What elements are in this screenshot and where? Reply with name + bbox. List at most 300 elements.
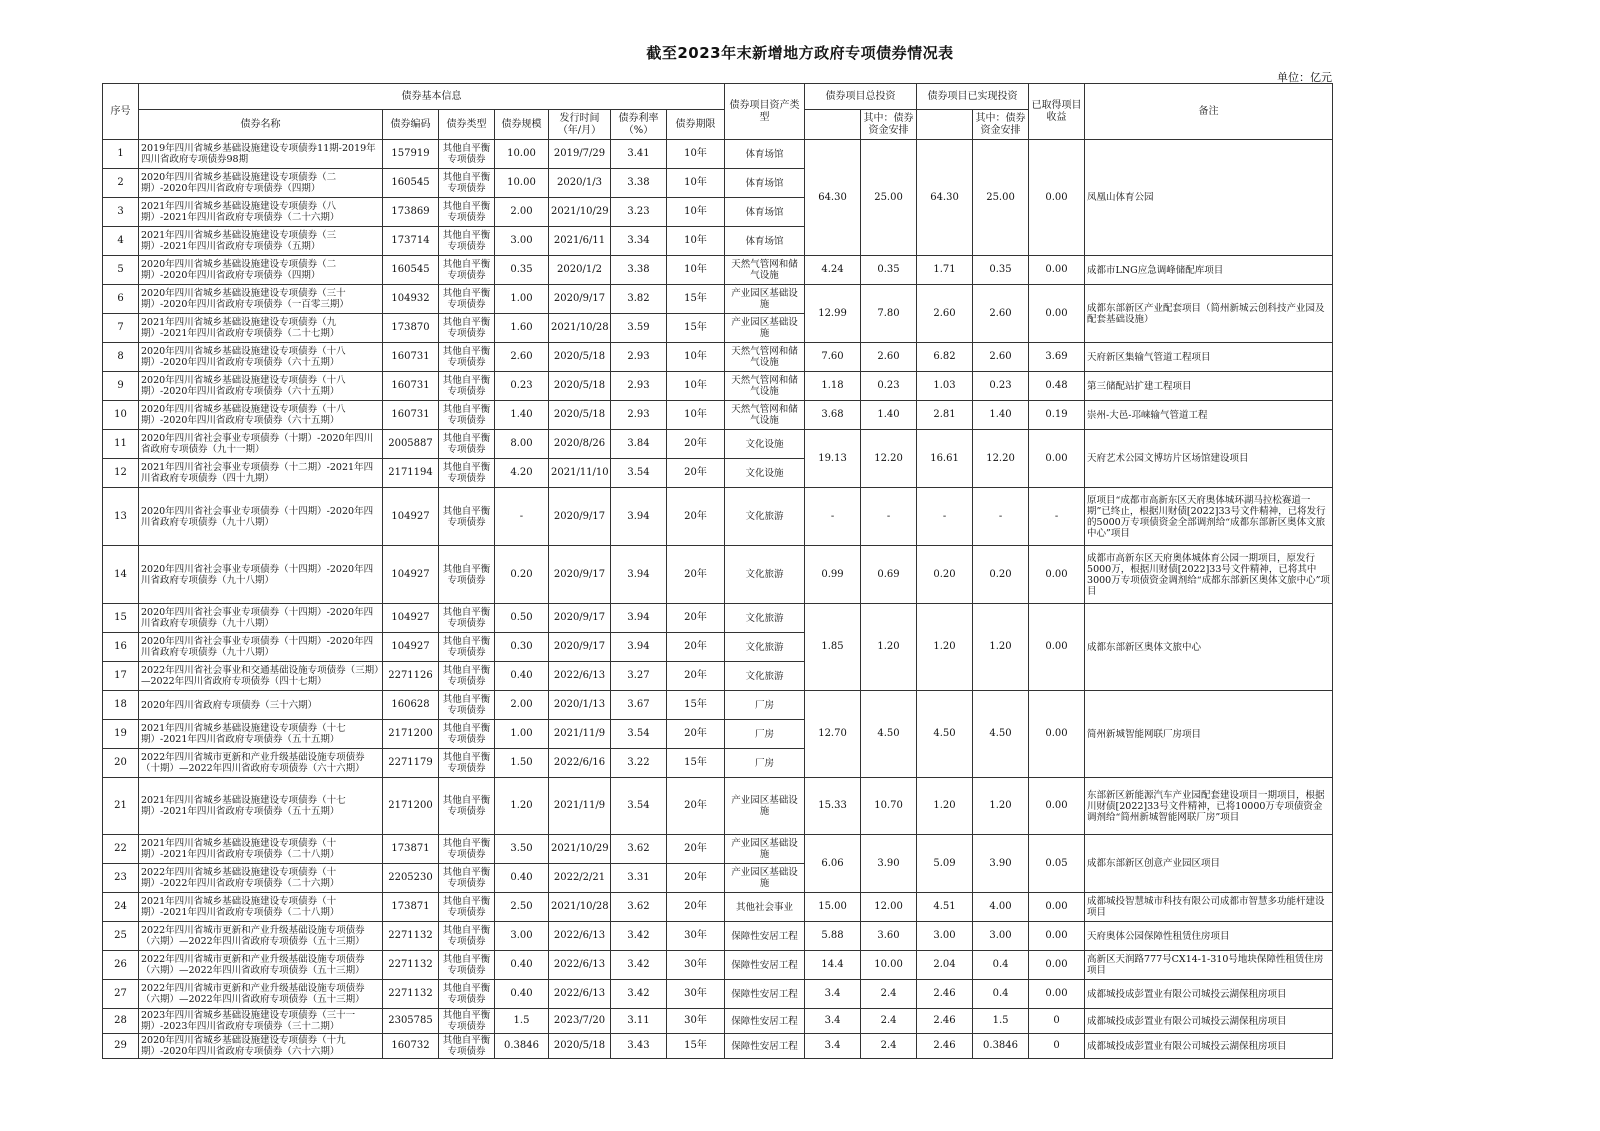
bond-table <box>102 83 1333 1059</box>
group-realized-invest: - <box>917 488 973 546</box>
row-bond-code: 157919 <box>383 140 439 169</box>
row-issue-date: 2021/11/9 <box>549 720 611 749</box>
row-bond-term: 10年 <box>667 256 725 285</box>
table-row <box>103 140 1333 169</box>
group-total-invest-bond: 0.23 <box>861 372 917 401</box>
row-bond-code: 173871 <box>383 835 439 864</box>
group-realized-invest-bond: 0.4 <box>973 980 1029 1009</box>
row-bond-scale: 1.50 <box>495 749 549 778</box>
row-bond-type: 其他自平衡专项债券 <box>439 778 495 835</box>
unit-label: 单位：亿元 <box>1277 71 1332 84</box>
row-bond-type: 其他自平衡专项债券 <box>439 546 495 604</box>
row-bond-type: 其他自平衡专项债券 <box>439 691 495 720</box>
row-bond-code: 173869 <box>383 198 439 227</box>
header-asset-type: 债券项目资产类型 <box>725 84 805 140</box>
row-bond-name: 2020年四川省城乡基础设施建设专项债券（十八期）-2020年四川省政府专项债券（六十五期） <box>139 401 383 430</box>
group-income: 0 <box>1029 1009 1085 1034</box>
table-row <box>103 401 1333 430</box>
group-total-invest-bond: 2.60 <box>861 343 917 372</box>
row-seq: 29 <box>103 1034 139 1059</box>
table-row <box>103 285 1333 314</box>
group-note: 高新区天润路777号CX14-1-310号地块保障性租赁住房项目 <box>1085 951 1333 980</box>
row-seq: 17 <box>103 662 139 691</box>
group-total-invest: 4.24 <box>805 256 861 285</box>
row-issue-date: 2022/6/13 <box>549 980 611 1009</box>
group-total-invest-bond: 0.69 <box>861 546 917 604</box>
group-realized-invest: 1.03 <box>917 372 973 401</box>
row-interest-rate: 3.41 <box>611 140 667 169</box>
header-date: 发行时间（年/月） <box>549 110 611 140</box>
group-realized-invest-bond: 0.4 <box>973 951 1029 980</box>
group-realized-invest-bond: 1.5 <box>973 1009 1029 1034</box>
group-income: 3.69 <box>1029 343 1085 372</box>
group-realized-invest-bond: 0.23 <box>973 372 1029 401</box>
row-bond-name: 2020年四川省城乡基础设施建设专项债券（十九期）-2020年四川省政府专项债券（六十六期） <box>139 1034 383 1059</box>
row-bond-name: 2021年四川省城乡基础设施建设专项债券（十七期）-2021年四川省政府专项债券（五十五期） <box>139 778 383 835</box>
row-bond-name: 2021年四川省城乡基础设施建设专项债券（十期）-2021年四川省政府专项债券（二十八期） <box>139 835 383 864</box>
row-bond-type: 其他自平衡专项债券 <box>439 893 495 922</box>
row-bond-term: 20年 <box>667 864 725 893</box>
group-total-invest: 3.4 <box>805 1034 861 1059</box>
row-issue-date: 2020/9/17 <box>549 633 611 662</box>
row-issue-date: 2021/11/9 <box>549 778 611 835</box>
row-bond-term: 20年 <box>667 633 725 662</box>
table-row <box>103 1034 1333 1059</box>
row-bond-name: 2022年四川省城乡基础设施建设专项债券（十期）-2022年四川省政府专项债券（二十六期） <box>139 864 383 893</box>
group-total-invest: - <box>805 488 861 546</box>
row-interest-rate: 2.93 <box>611 401 667 430</box>
group-income: 0.00 <box>1029 546 1085 604</box>
header-rate: 债券利率（%） <box>611 110 667 140</box>
row-bond-type: 其他自平衡专项债券 <box>439 256 495 285</box>
row-interest-rate: 3.22 <box>611 749 667 778</box>
row-issue-date: 2022/6/13 <box>549 662 611 691</box>
row-seq: 11 <box>103 430 139 459</box>
row-bond-name: 2021年四川省城乡基础设施建设专项债券（三期）-2021年四川省政府专项债券（五期） <box>139 227 383 256</box>
header-realized-invest: 债券项目已实现投资 <box>917 84 1029 110</box>
group-total-invest-bond: 3.60 <box>861 922 917 951</box>
row-bond-name: 2022年四川省城市更新和产业升级基础设施专项债券（六期）—2022年四川省政府专项债券（五十三期） <box>139 922 383 951</box>
row-bond-name: 2021年四川省城乡基础设施建设专项债券（十期）-2021年四川省政府专项债券（二十八期） <box>139 893 383 922</box>
row-bond-name: 2022年四川省城市更新和产业升级基础设施专项债券（六期）—2022年四川省政府专项债券（五十三期） <box>139 980 383 1009</box>
row-bond-scale: 2.50 <box>495 893 549 922</box>
row-asset-type: 其他社会事业 <box>725 893 805 922</box>
row-bond-code: 104927 <box>383 546 439 604</box>
row-bond-term: 30年 <box>667 951 725 980</box>
group-total-invest: 12.99 <box>805 285 861 343</box>
row-bond-type: 其他自平衡专项债券 <box>439 285 495 314</box>
row-issue-date: 2019/7/29 <box>549 140 611 169</box>
group-income: 0.00 <box>1029 922 1085 951</box>
group-realized-invest-bond: 0.20 <box>973 546 1029 604</box>
row-issue-date: 2020/9/17 <box>549 488 611 546</box>
group-note: 天府新区集输气管道工程项目 <box>1085 343 1333 372</box>
row-bond-name: 2021年四川省城乡基础设施建设专项债券（十七期）-2021年四川省政府专项债券（五十五期） <box>139 720 383 749</box>
row-seq: 7 <box>103 314 139 343</box>
header-code: 债券编码 <box>383 110 439 140</box>
row-bond-type: 其他自平衡专项债券 <box>439 662 495 691</box>
group-total-invest-bond: 1.20 <box>861 604 917 691</box>
row-bond-type: 其他自平衡专项债券 <box>439 951 495 980</box>
row-interest-rate: 3.94 <box>611 604 667 633</box>
row-issue-date: 2022/6/16 <box>549 749 611 778</box>
row-bond-code: 173870 <box>383 314 439 343</box>
header-note: 备注 <box>1085 84 1333 140</box>
group-realized-invest: 5.09 <box>917 835 973 893</box>
row-seq: 23 <box>103 864 139 893</box>
header-income: 已取得项目收益 <box>1029 84 1085 140</box>
row-bond-scale: 0.40 <box>495 864 549 893</box>
group-income: 0.00 <box>1029 604 1085 691</box>
row-bond-name: 2020年四川省城乡基础设施建设专项债券（三十期）-2020年四川省政府专项债券（一百零三期） <box>139 285 383 314</box>
row-seq: 21 <box>103 778 139 835</box>
row-interest-rate: 3.31 <box>611 864 667 893</box>
row-bond-code: 160731 <box>383 343 439 372</box>
row-seq: 15 <box>103 604 139 633</box>
group-note: 东部新区新能源汽车产业园配套建设项目一期项目，根据川财债[2022]33号文件精神，已将10000万专项债资金调剂给“简州新城智能网联厂房”项目 <box>1085 778 1333 835</box>
row-asset-type: 体育场馆 <box>725 227 805 256</box>
row-bond-name: 2019年四川省城乡基础设施建设专项债券11期-2019年四川省政府专项债券98期 <box>139 140 383 169</box>
row-bond-code: 2171194 <box>383 459 439 488</box>
row-bond-scale: 0.35 <box>495 256 549 285</box>
row-bond-scale: 1.00 <box>495 720 549 749</box>
group-income: 0.00 <box>1029 691 1085 778</box>
table-row <box>103 835 1333 864</box>
row-bond-type: 其他自平衡专项债券 <box>439 430 495 459</box>
row-bond-type: 其他自平衡专项债券 <box>439 372 495 401</box>
row-interest-rate: 2.93 <box>611 372 667 401</box>
row-seq: 27 <box>103 980 139 1009</box>
group-total-invest: 64.30 <box>805 140 861 256</box>
row-seq: 16 <box>103 633 139 662</box>
row-asset-type: 天然气管网和储气设施 <box>725 343 805 372</box>
group-realized-invest-bond: 3.90 <box>973 835 1029 893</box>
row-interest-rate: 3.38 <box>611 256 667 285</box>
row-bond-code: 2271132 <box>383 922 439 951</box>
row-interest-rate: 3.84 <box>611 430 667 459</box>
group-total-invest: 19.13 <box>805 430 861 488</box>
row-bond-type: 其他自平衡专项债券 <box>439 401 495 430</box>
row-interest-rate: 3.42 <box>611 980 667 1009</box>
row-bond-term: 20年 <box>667 488 725 546</box>
group-total-invest: 6.06 <box>805 835 861 893</box>
table-row <box>103 778 1333 835</box>
row-bond-type: 其他自平衡专项债券 <box>439 314 495 343</box>
group-note: 成都东部新区产业配套项目（简州新城云创科技产业园及配套基础设施） <box>1085 285 1333 343</box>
group-total-invest: 1.85 <box>805 604 861 691</box>
row-bond-scale: 2.00 <box>495 691 549 720</box>
row-bond-scale: 0.40 <box>495 980 549 1009</box>
row-bond-scale: 1.5 <box>495 1009 549 1034</box>
row-bond-name: 2020年四川省社会事业专项债券（十四期）-2020年四川省政府专项债券（九十八期） <box>139 488 383 546</box>
row-bond-name: 2020年四川省社会事业专项债券（十四期）-2020年四川省政府专项债券（九十八期） <box>139 604 383 633</box>
row-bond-name: 2021年四川省城乡基础设施建设专项债券（九期）-2021年四川省政府专项债券（二十七期） <box>139 314 383 343</box>
group-realized-invest: 1.71 <box>917 256 973 285</box>
row-seq: 19 <box>103 720 139 749</box>
row-seq: 5 <box>103 256 139 285</box>
group-note: 天府奥体公园保障性租赁住房项目 <box>1085 922 1333 951</box>
group-income: 0.00 <box>1029 285 1085 343</box>
row-bond-code: 2205230 <box>383 864 439 893</box>
row-bond-term: 10年 <box>667 169 725 198</box>
row-interest-rate: 2.93 <box>611 343 667 372</box>
row-bond-code: 104927 <box>383 604 439 633</box>
table-row <box>103 372 1333 401</box>
row-bond-code: 2271132 <box>383 951 439 980</box>
row-bond-term: 10年 <box>667 372 725 401</box>
row-bond-code: 160731 <box>383 401 439 430</box>
row-bond-name: 2022年四川省社会事业和交通基础设施专项债券（三期）—2022年四川省政府专项债券（四十七期） <box>139 662 383 691</box>
row-bond-term: 20年 <box>667 662 725 691</box>
row-bond-scale: 0.40 <box>495 662 549 691</box>
row-bond-scale: 3.00 <box>495 227 549 256</box>
table-row <box>103 691 1333 720</box>
row-bond-scale: 1.20 <box>495 778 549 835</box>
row-bond-type: 其他自平衡专项债券 <box>439 633 495 662</box>
group-total-invest: 3.68 <box>805 401 861 430</box>
group-total-invest-bond: 2.4 <box>861 980 917 1009</box>
group-income: 0.19 <box>1029 401 1085 430</box>
row-bond-name: 2020年四川省城乡基础设施建设专项债券（十八期）-2020年四川省政府专项债券（六十五期） <box>139 372 383 401</box>
row-bond-term: 30年 <box>667 1009 725 1034</box>
row-bond-scale: 2.00 <box>495 198 549 227</box>
group-total-invest: 5.88 <box>805 922 861 951</box>
row-bond-scale: - <box>495 488 549 546</box>
group-realized-invest-bond: 1.40 <box>973 401 1029 430</box>
row-asset-type: 体育场馆 <box>725 169 805 198</box>
row-bond-name: 2021年四川省城乡基础设施建设专项债券（八期）-2021年四川省政府专项债券（二十六期） <box>139 198 383 227</box>
row-asset-type: 体育场馆 <box>725 198 805 227</box>
group-realized-invest: 2.04 <box>917 951 973 980</box>
table-row <box>103 546 1333 604</box>
row-bond-term: 10年 <box>667 343 725 372</box>
group-total-invest-bond: 7.80 <box>861 285 917 343</box>
row-bond-type: 其他自平衡专项债券 <box>439 343 495 372</box>
row-issue-date: 2021/10/29 <box>549 198 611 227</box>
row-asset-type: 保障性安居工程 <box>725 980 805 1009</box>
row-bond-name: 2020年四川省社会事业专项债券（十期）-2020年四川省政府专项债券（九十一期） <box>139 430 383 459</box>
row-bond-type: 其他自平衡专项债券 <box>439 169 495 198</box>
row-bond-scale: 8.00 <box>495 430 549 459</box>
row-issue-date: 2022/6/13 <box>549 951 611 980</box>
row-seq: 1 <box>103 140 139 169</box>
group-income: 0.00 <box>1029 430 1085 488</box>
row-issue-date: 2020/1/2 <box>549 256 611 285</box>
row-bond-term: 20年 <box>667 430 725 459</box>
header-term: 债券期限 <box>667 110 725 140</box>
row-bond-scale: 10.00 <box>495 140 549 169</box>
row-interest-rate: 3.23 <box>611 198 667 227</box>
row-bond-scale: 1.00 <box>495 285 549 314</box>
table-row <box>103 951 1333 980</box>
row-bond-term: 20年 <box>667 720 725 749</box>
row-asset-type: 文化旅游 <box>725 604 805 633</box>
group-realized-invest: 1.20 <box>917 604 973 691</box>
row-bond-term: 10年 <box>667 140 725 169</box>
row-bond-name: 2020年四川省城乡基础设施建设专项债券（二期）-2020年四川省政府专项债券（四期） <box>139 169 383 198</box>
group-total-invest-bond: 2.4 <box>861 1009 917 1034</box>
row-interest-rate: 3.54 <box>611 778 667 835</box>
row-bond-type: 其他自平衡专项债券 <box>439 980 495 1009</box>
group-realized-invest: 4.51 <box>917 893 973 922</box>
row-seq: 26 <box>103 951 139 980</box>
row-issue-date: 2021/6/11 <box>549 227 611 256</box>
row-asset-type: 体育场馆 <box>725 140 805 169</box>
header-name: 债券名称 <box>139 110 383 140</box>
row-asset-type: 文化旅游 <box>725 633 805 662</box>
group-realized-invest-bond: 12.20 <box>973 430 1029 488</box>
group-realized-invest-bond: 2.60 <box>973 285 1029 343</box>
row-bond-code: 173714 <box>383 227 439 256</box>
group-total-invest-bond: 10.00 <box>861 951 917 980</box>
row-asset-type: 产业园区基础设施 <box>725 835 805 864</box>
row-bond-type: 其他自平衡专项债券 <box>439 604 495 633</box>
group-realized-invest: 6.82 <box>917 343 973 372</box>
row-asset-type: 文化设施 <box>725 430 805 459</box>
row-bond-term: 15年 <box>667 285 725 314</box>
header-total-invest: 债券项目总投资 <box>805 84 917 110</box>
row-bond-code: 160628 <box>383 691 439 720</box>
row-bond-term: 15年 <box>667 691 725 720</box>
row-asset-type: 保障性安居工程 <box>725 1009 805 1034</box>
row-bond-name: 2020年四川省政府专项债券（三十六期） <box>139 691 383 720</box>
header-total-invest-bond: 其中：债券资金安排 <box>861 110 917 140</box>
row-bond-code: 2171200 <box>383 720 439 749</box>
table-row <box>103 893 1333 922</box>
row-seq: 9 <box>103 372 139 401</box>
header-realized-invest-bond: 其中：债券资金安排 <box>973 110 1029 140</box>
group-income: 0.00 <box>1029 778 1085 835</box>
row-bond-scale: 0.30 <box>495 633 549 662</box>
group-realized-invest-bond: 3.00 <box>973 922 1029 951</box>
table-row <box>103 1009 1333 1034</box>
row-bond-type: 其他自平衡专项债券 <box>439 140 495 169</box>
row-interest-rate: 3.62 <box>611 835 667 864</box>
group-realized-invest: 2.46 <box>917 980 973 1009</box>
header-scale: 债券规模 <box>495 110 549 140</box>
row-bond-code: 104927 <box>383 488 439 546</box>
row-asset-type: 文化旅游 <box>725 546 805 604</box>
row-asset-type: 厂房 <box>725 691 805 720</box>
row-bond-scale: 1.60 <box>495 314 549 343</box>
row-seq: 12 <box>103 459 139 488</box>
row-bond-scale: 3.50 <box>495 835 549 864</box>
group-realized-invest: 2.46 <box>917 1034 973 1059</box>
group-realized-invest: 16.61 <box>917 430 973 488</box>
row-bond-type: 其他自平衡专项债券 <box>439 1009 495 1034</box>
row-bond-name: 2023年四川省城乡基础设施建设专项债券（三十一期）-2023年四川省政府专项债券（三十二期） <box>139 1009 383 1034</box>
row-bond-code: 104932 <box>383 285 439 314</box>
row-issue-date: 2021/10/28 <box>549 314 611 343</box>
table-row <box>103 343 1333 372</box>
row-bond-scale: 4.20 <box>495 459 549 488</box>
row-bond-term: 20年 <box>667 835 725 864</box>
row-issue-date: 2020/5/18 <box>549 343 611 372</box>
row-bond-term: 20年 <box>667 778 725 835</box>
row-bond-code: 2171200 <box>383 778 439 835</box>
row-bond-code: 160545 <box>383 256 439 285</box>
group-total-invest: 7.60 <box>805 343 861 372</box>
group-income: 0.00 <box>1029 256 1085 285</box>
group-realized-invest-bond: 0.3846 <box>973 1034 1029 1059</box>
group-note: 成都城投成彭置业有限公司城投云湖保租房项目 <box>1085 1009 1333 1034</box>
row-bond-type: 其他自平衡专项债券 <box>439 1034 495 1059</box>
group-total-invest: 1.18 <box>805 372 861 401</box>
row-bond-term: 10年 <box>667 227 725 256</box>
group-note: 凤凰山体育公园 <box>1085 140 1333 256</box>
group-income: - <box>1029 488 1085 546</box>
group-realized-invest: 2.46 <box>917 1009 973 1034</box>
group-total-invest: 15.00 <box>805 893 861 922</box>
row-issue-date: 2020/1/3 <box>549 169 611 198</box>
group-total-invest-bond: 0.35 <box>861 256 917 285</box>
table-row <box>103 980 1333 1009</box>
table-row <box>103 488 1333 546</box>
row-interest-rate: 3.82 <box>611 285 667 314</box>
row-bond-term: 20年 <box>667 546 725 604</box>
row-issue-date: 2020/9/17 <box>549 604 611 633</box>
row-interest-rate: 3.59 <box>611 314 667 343</box>
row-issue-date: 2021/10/29 <box>549 835 611 864</box>
row-bond-code: 2305785 <box>383 1009 439 1034</box>
group-total-invest-bond: - <box>861 488 917 546</box>
row-bond-scale: 0.50 <box>495 604 549 633</box>
row-bond-term: 10年 <box>667 198 725 227</box>
table-row <box>103 922 1333 951</box>
row-bond-code: 2005887 <box>383 430 439 459</box>
group-realized-invest: 2.81 <box>917 401 973 430</box>
row-bond-term: 30年 <box>667 922 725 951</box>
group-realized-invest: 64.30 <box>917 140 973 256</box>
row-bond-code: 2271132 <box>383 980 439 1009</box>
row-asset-type: 保障性安居工程 <box>725 951 805 980</box>
row-interest-rate: 3.94 <box>611 488 667 546</box>
row-asset-type: 天然气管网和储气设施 <box>725 256 805 285</box>
row-seq: 18 <box>103 691 139 720</box>
group-note: 成都东部新区创意产业园区项目 <box>1085 835 1333 893</box>
group-realized-invest-bond: 4.50 <box>973 691 1029 778</box>
row-seq: 3 <box>103 198 139 227</box>
row-interest-rate: 3.94 <box>611 633 667 662</box>
row-bond-term: 15年 <box>667 749 725 778</box>
row-bond-code: 104927 <box>383 633 439 662</box>
row-interest-rate: 3.43 <box>611 1034 667 1059</box>
row-issue-date: 2020/8/26 <box>549 430 611 459</box>
row-asset-type: 天然气管网和储气设施 <box>725 372 805 401</box>
group-note: 天府艺术公园文博坊片区场馆建设项目 <box>1085 430 1333 488</box>
row-seq: 22 <box>103 835 139 864</box>
row-asset-type: 厂房 <box>725 749 805 778</box>
row-interest-rate: 3.38 <box>611 169 667 198</box>
group-income: 0.00 <box>1029 893 1085 922</box>
group-realized-invest-bond: 25.00 <box>973 140 1029 256</box>
group-realized-invest: 2.60 <box>917 285 973 343</box>
row-interest-rate: 3.54 <box>611 459 667 488</box>
row-bond-type: 其他自平衡专项债券 <box>439 488 495 546</box>
row-seq: 13 <box>103 488 139 546</box>
table-body <box>103 140 1333 1059</box>
row-asset-type: 产业园区基础设施 <box>725 285 805 314</box>
row-asset-type: 文化旅游 <box>725 662 805 691</box>
group-note: 成都市高新东区天府奥体城体育公园一期项目，原发行5000万，根据川财债[2022]33号文件精神，已将其中3000万专项债资金调剂给“成都东部新区奥体文旅中心”项目 <box>1085 546 1333 604</box>
row-seq: 24 <box>103 893 139 922</box>
header-basic-info: 债券基本信息 <box>139 84 725 110</box>
row-bond-term: 10年 <box>667 401 725 430</box>
row-issue-date: 2020/9/17 <box>549 546 611 604</box>
group-total-invest-bond: 25.00 <box>861 140 917 256</box>
table-row <box>103 256 1333 285</box>
row-bond-term: 15年 <box>667 314 725 343</box>
